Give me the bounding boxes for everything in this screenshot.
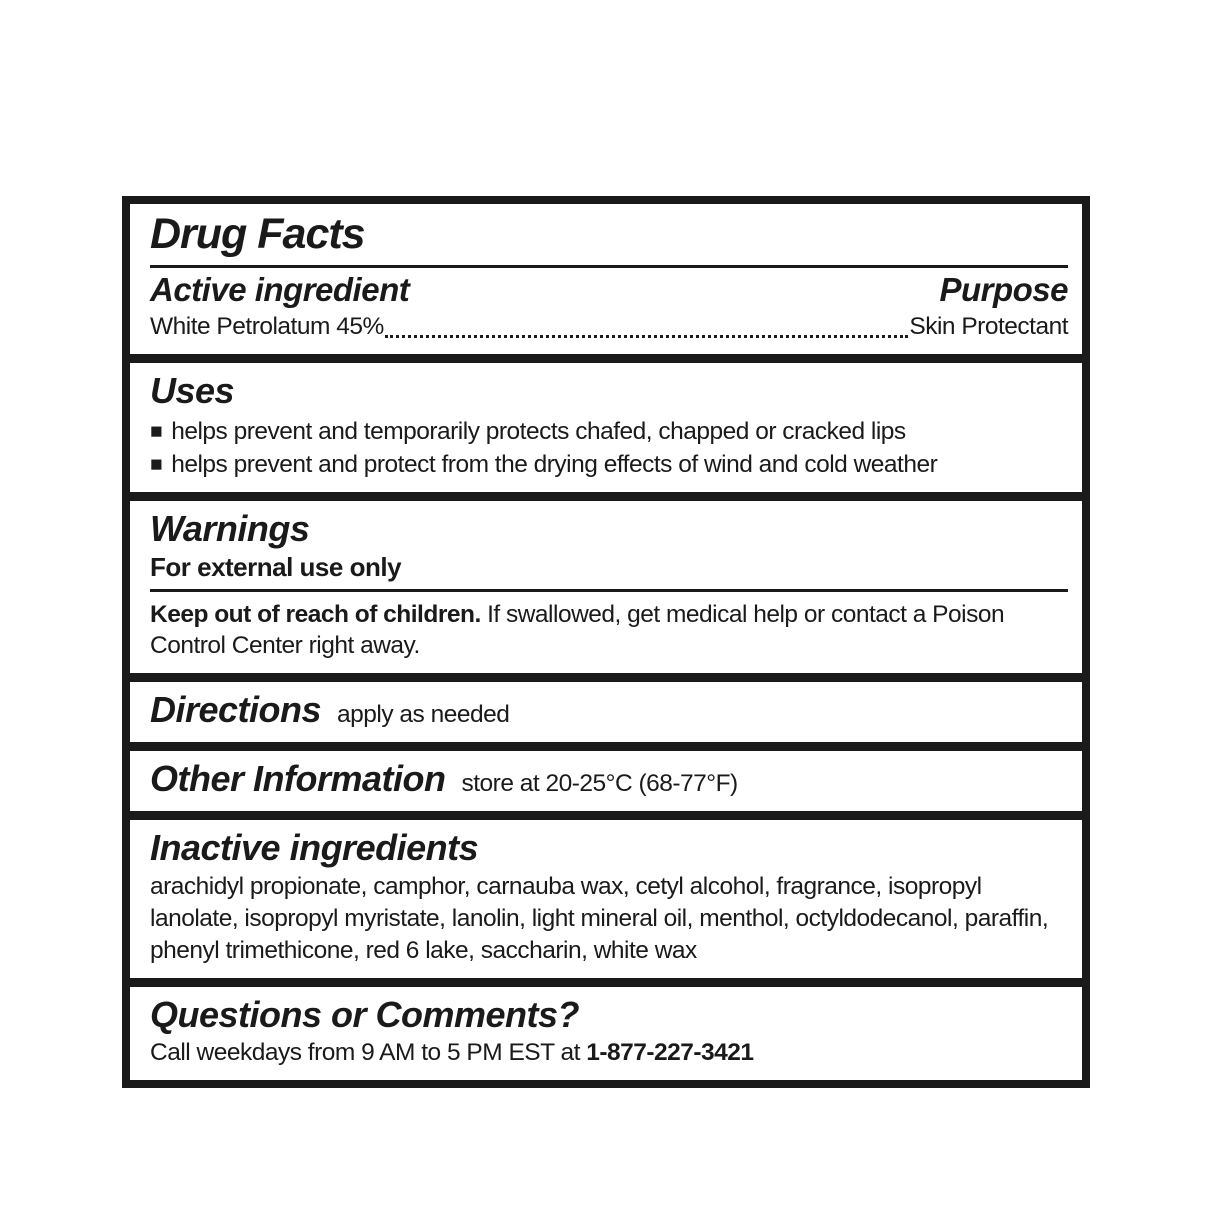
phone-number: 1-877-227-3421 (586, 1039, 754, 1067)
purpose-value: Skin Protectant (909, 313, 1068, 341)
questions-heading: Questions or Comments? (150, 993, 580, 1035)
drug-facts-title: Drug Facts (150, 210, 365, 258)
directions-text: apply as needed (337, 701, 510, 729)
questions-text (150, 1037, 1068, 1069)
uses-bullet-1-text: helps prevent and temporarily protects chafed, chapped or cracked lips (171, 417, 906, 445)
section-inactive-ingredients (130, 811, 1082, 978)
questions-call-text: Call weekdays from 9 AM to 5 PM EST at (150, 1039, 587, 1067)
other-information-row (150, 758, 1068, 800)
square-bullet-icon: ■ (150, 453, 163, 477)
uses-bullet-1 (150, 416, 1068, 448)
active-ingredient-heading: Active ingredient (150, 271, 410, 309)
inactive-ingredients-text: arachidyl propionate, camphor, carnauba wax, cetyl alcohol, fragrance, isopropyl lanolate, isopropyl myristate, lanolin, light mineral oil, menthol, octyldodecanol, paraffin, phenyl trimethicone, red 6 lake, saccharin, white wax (150, 873, 1049, 965)
uses-heading: Uses (150, 370, 235, 412)
active-ingredient-header-row (150, 271, 1068, 309)
section-directions (130, 673, 1082, 742)
dotted-leader (385, 335, 909, 338)
active-ingredient-row (150, 311, 1068, 343)
uses-bullet-2-text: helps prevent and protect from the drying effects of wind and cold weather (171, 451, 938, 479)
keep-out-rest-text: If swallowed, get medical help or contact a Poison Control Center right away. (150, 600, 1005, 660)
inactive-ingredients-heading: Inactive ingredients (150, 826, 479, 868)
warnings-heading: Warnings (150, 508, 310, 550)
active-ingredient-name: White Petrolatum 45% (150, 313, 384, 341)
warnings-divider-rule (150, 589, 1068, 592)
keep-out-paragraph (150, 599, 1068, 663)
section-other-information (130, 742, 1082, 811)
directions-heading: Directions (150, 689, 322, 731)
keep-out-bold-text: Keep out of reach of children. (150, 600, 481, 628)
purpose-heading: Purpose (939, 271, 1068, 309)
section-warnings (130, 492, 1082, 673)
drug-facts-label (122, 196, 1090, 1088)
title-divider-rule (150, 265, 1068, 268)
external-use-text: For external use only (150, 551, 402, 582)
square-bullet-icon: ■ (150, 419, 163, 443)
uses-bullet-2 (150, 449, 1068, 481)
section-uses (130, 354, 1082, 492)
section-questions-comments (130, 978, 1082, 1080)
other-information-heading: Other Information (150, 758, 446, 800)
directions-row (150, 689, 1068, 731)
section-drug-facts-header (130, 204, 1082, 354)
other-information-text: store at 20-25°C (68-77°F) (461, 770, 738, 798)
